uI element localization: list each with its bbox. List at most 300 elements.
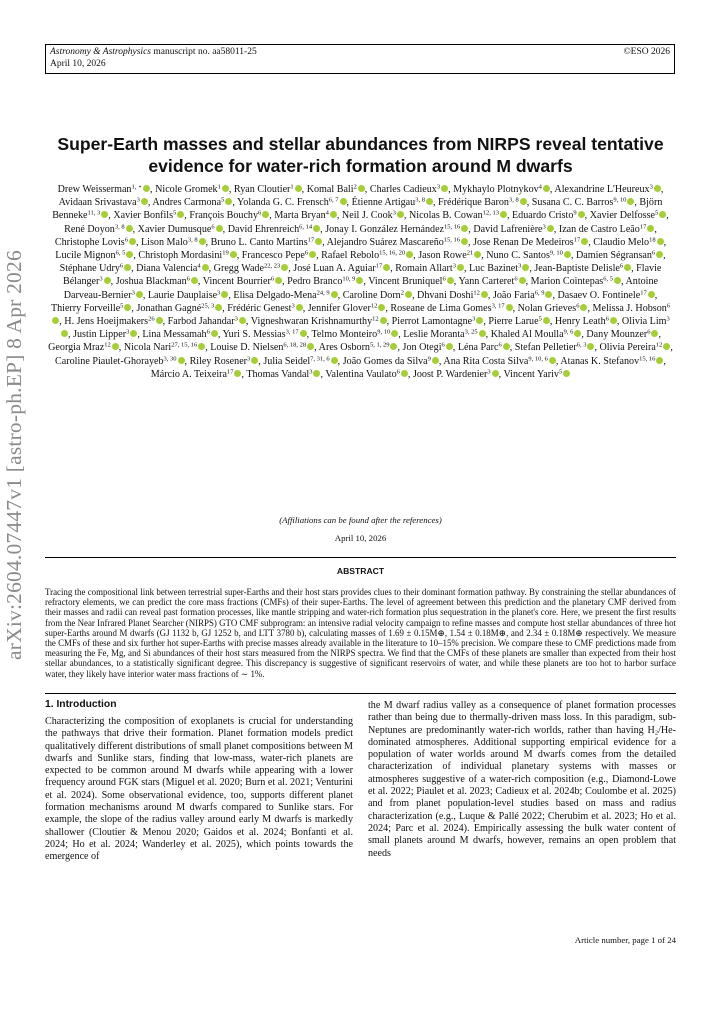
author-entry [151, 369, 242, 380]
author-name: Lison Malo [141, 236, 188, 248]
author-affiliation: 3 [487, 368, 491, 376]
author-affiliation: 6 [441, 342, 445, 350]
orcid-icon[interactable] [406, 251, 413, 258]
author-name: Björn Benneke [52, 197, 663, 222]
author-affiliation: 3 [291, 302, 295, 310]
author-affiliation: 6 [119, 262, 124, 270]
author-entry [555, 316, 617, 327]
author-name: Bruno L. Canto Martins [210, 236, 308, 248]
author-affiliation: 6 [576, 302, 580, 310]
orcid-icon[interactable] [627, 198, 634, 205]
author-entry [409, 210, 507, 221]
author-name: François Bouchy [189, 210, 259, 222]
author-affiliation: 4 [325, 210, 329, 218]
author-name: David Lafrenière [473, 223, 543, 235]
author-affiliation: 1, ⋆ [131, 183, 143, 191]
orcid-icon[interactable] [461, 238, 468, 245]
author-affiliation: 3, 8 [114, 223, 125, 231]
orcid-icon[interactable] [178, 357, 185, 364]
author-entry [352, 197, 433, 208]
orcid-icon[interactable] [481, 291, 488, 298]
author-affiliation: 3, 8 [187, 236, 198, 244]
orcid-icon[interactable] [614, 277, 621, 284]
page-footer: Article number, page 1 of 24 [574, 935, 676, 945]
orcid-icon[interactable] [647, 225, 654, 232]
orcid-icon[interactable] [281, 264, 288, 271]
author-name: Vincent Bourrier [202, 276, 271, 288]
author-name: Thomas Vandal [246, 368, 310, 380]
orcid-icon[interactable] [659, 211, 666, 218]
author-affiliation: 3, 8 [415, 196, 425, 204]
author-name: Jason Rowe [418, 250, 467, 262]
author-name: Neil J. Cook [341, 210, 393, 222]
author-name: Christoph Mordasini [138, 250, 223, 262]
author-name: Stefan Pelletier [514, 342, 577, 354]
author-affiliation: 6, 18, 28 [283, 342, 307, 350]
author-entry [311, 329, 398, 340]
orcid-icon[interactable] [156, 317, 163, 324]
author-affiliation: 4 [197, 262, 201, 270]
author-entry [142, 329, 217, 340]
author-affiliation: 18 [649, 236, 656, 244]
orcid-icon[interactable] [587, 343, 594, 350]
author-name: Vigneshwaran Krishnamurthy [250, 316, 373, 328]
abstract-bottom-rule [45, 693, 676, 694]
orcid-icon[interactable] [390, 343, 397, 350]
orcid-icon[interactable] [309, 251, 316, 258]
author-affiliation: 6 [396, 368, 400, 376]
author-entry [168, 316, 246, 327]
author-affiliation: 6 [258, 210, 262, 218]
author-affiliation: 3 [436, 183, 441, 191]
orcid-icon[interactable] [479, 330, 486, 337]
author-entry [368, 276, 454, 287]
author-entry [48, 342, 119, 353]
author-name: Dhvani Doshi [417, 289, 474, 301]
orcid-icon[interactable] [383, 264, 390, 271]
author-affiliation: 3, 30 [163, 355, 177, 363]
author-entry [586, 329, 658, 340]
orcid-icon[interactable] [141, 198, 148, 205]
author-name: Caroline Dorn [342, 289, 401, 301]
author-affiliation: 3 [452, 262, 456, 270]
author-name: Komal Bali [306, 184, 354, 195]
orcid-icon[interactable] [211, 330, 218, 337]
orcid-icon[interactable] [331, 357, 338, 364]
orcid-icon[interactable] [564, 251, 571, 258]
author-entry [532, 197, 635, 208]
author-entry [531, 276, 621, 287]
author-name: Alejandro Suárez Mascareño [326, 236, 444, 248]
orcid-icon[interactable] [126, 225, 133, 232]
author-entry [403, 329, 485, 340]
abstract-top-rule [45, 557, 676, 558]
orcid-icon[interactable] [651, 330, 658, 337]
author-affiliation: 15, 16 [639, 355, 656, 363]
author-entry [458, 276, 525, 287]
subscript-h2: 2 [654, 729, 659, 737]
author-affiliation: 6 [124, 236, 128, 244]
orcid-icon[interactable] [239, 317, 246, 324]
author-affiliation: 6 [514, 276, 518, 284]
author-affiliation: 12, 13 [482, 210, 499, 218]
orcid-icon[interactable] [340, 198, 347, 205]
author-name: David Ehrenreich [227, 223, 300, 235]
author-name: Jose Renan De Medeiros [473, 236, 574, 248]
author-affiliation: 12 [104, 342, 111, 350]
author-affiliation: 5 [120, 302, 124, 310]
author-affiliation: 5 [558, 368, 563, 376]
author-affiliation: 27, 15, 16 [171, 342, 198, 350]
orcid-icon[interactable] [503, 343, 510, 350]
author-name: Louise D. Nielsen [210, 342, 284, 354]
author-affiliation: 3 [518, 262, 522, 270]
author-affiliation: 6 [647, 328, 651, 336]
author-entry [116, 276, 198, 287]
orcid-icon[interactable] [549, 357, 556, 364]
author-affiliation: 15, 16 [444, 223, 461, 231]
author-entry [242, 250, 316, 261]
orcid-icon[interactable] [506, 304, 513, 311]
arxiv-identifier: arXiv:2604.07447v1 [astro-ph.EP] 8 Apr 2026 [2, 250, 26, 660]
orcid-icon[interactable] [648, 291, 655, 298]
author-affiliation: 6, 14 [299, 223, 313, 231]
author-name: Caroline Piaulet-Ghorayeb [55, 355, 164, 367]
author-name: Xavier Delfosse [589, 210, 656, 222]
author-entry [321, 250, 413, 261]
author-name: Marta Bryan [274, 210, 326, 222]
orcid-icon[interactable] [313, 225, 320, 232]
orcid-icon[interactable] [177, 211, 184, 218]
orcid-icon[interactable] [543, 317, 550, 324]
author-affiliation: 12 [655, 342, 663, 350]
author-affiliation: 6, 9 [534, 289, 545, 297]
orcid-icon[interactable] [126, 251, 133, 258]
orcid-icon[interactable] [262, 211, 269, 218]
author-entry [600, 342, 671, 353]
author-name: Dany Mounzer [586, 329, 648, 341]
author-affiliation: 26 [148, 315, 155, 323]
manuscript-header [45, 44, 675, 74]
author-name: Joshua Blackman [115, 276, 187, 288]
orcid-icon[interactable] [492, 370, 499, 377]
author-affiliation: 6 [211, 223, 215, 231]
author-affiliation: 10, 9 [342, 276, 356, 284]
author-name: Justin Lipper [73, 329, 127, 341]
author-name: Jean-Baptiste Delisle [534, 263, 620, 275]
author-entry [293, 263, 390, 274]
author-name: Lucile Mignon [55, 250, 116, 262]
author-affiliation: 21 [466, 249, 474, 257]
orcid-icon[interactable] [295, 185, 302, 192]
author-name: Olivia Pereira [599, 342, 656, 354]
author-name: Izan de Castro Leão [558, 223, 640, 235]
orcid-icon[interactable] [215, 304, 222, 311]
author-entry [210, 342, 314, 353]
orcid-icon[interactable] [520, 198, 527, 205]
orcid-icon[interactable] [129, 238, 136, 245]
author-entry [443, 356, 555, 367]
copyright-notice: ©ESO 2026 [623, 47, 670, 57]
author-name: Mykhaylo Plotnykov [453, 184, 539, 195]
orcid-icon[interactable] [225, 198, 232, 205]
orcid-icon[interactable] [307, 343, 314, 350]
author-entry [515, 342, 595, 353]
orcid-icon[interactable] [296, 304, 303, 311]
author-name: Christophe Lovis [54, 236, 125, 248]
author-affiliation: 7, 31, 6 [310, 355, 330, 363]
orcid-icon[interactable] [198, 343, 205, 350]
journal-line [50, 46, 670, 58]
orcid-icon[interactable] [563, 370, 570, 377]
author-affiliation: 3 [136, 196, 140, 204]
author-entry [55, 356, 184, 367]
author-affiliation: 5 [538, 315, 542, 323]
author-entry [64, 316, 162, 327]
orcid-icon[interactable] [130, 330, 137, 337]
intro-right-text-a: the M dwarf radius valley as a consequence of planet formation processes rather than being due to thermally-driven mass loss. In this paradigm, sub-Neptunes are predominantly water-rich worlds, rather than having H [368, 700, 676, 736]
author-affiliation: 6, 5 [115, 249, 126, 257]
author-entry [51, 303, 131, 314]
orcid-icon[interactable] [143, 185, 150, 192]
author-affiliation: 1 [217, 183, 221, 191]
author-entry [559, 224, 655, 235]
orcid-icon[interactable] [474, 251, 481, 258]
orcid-icon[interactable] [519, 277, 526, 284]
author-affiliation: 6 [206, 328, 210, 336]
author-entry [233, 290, 337, 301]
orcid-icon[interactable] [547, 225, 554, 232]
author-affiliation: 12 [370, 302, 378, 310]
author-affiliation: 5 [221, 196, 225, 204]
orcid-icon[interactable] [251, 357, 258, 364]
author-affiliation: 19 [222, 249, 229, 257]
author-affiliation: 11, 3 [87, 210, 101, 218]
author-name: Laurie Dauplaise [147, 289, 218, 301]
orcid-icon[interactable] [446, 343, 453, 350]
author-entry [418, 250, 481, 261]
author-name: Eduardo Cristo [512, 210, 574, 222]
author-affiliation: 3 [217, 289, 221, 297]
orcid-icon[interactable] [104, 277, 111, 284]
author-name: Diana Valencia [136, 263, 198, 275]
orcid-icon[interactable] [221, 291, 228, 298]
author-name: Frédérique Baron [438, 197, 509, 209]
author-entry [319, 342, 398, 353]
author-name: João Gomes da Silva [342, 355, 428, 367]
author-affiliation: 6 [186, 276, 190, 284]
author-entry [327, 237, 468, 248]
manuscript-number: manuscript no. aa58011-25 [150, 47, 257, 57]
orcid-icon[interactable] [663, 343, 670, 350]
orcid-icon[interactable] [202, 264, 209, 271]
orcid-icon[interactable] [581, 238, 588, 245]
orcid-icon[interactable] [426, 198, 433, 205]
author-entry [136, 303, 222, 314]
author-entry [392, 316, 484, 327]
orcid-icon[interactable] [356, 277, 363, 284]
orcid-icon[interactable] [124, 304, 131, 311]
orcid-icon[interactable] [476, 317, 483, 324]
author-name: Valentina Vaulato [325, 368, 397, 380]
orcid-icon[interactable] [230, 251, 237, 258]
author-entry [473, 237, 588, 248]
author-entry [486, 250, 571, 261]
orcid-icon[interactable] [610, 317, 617, 324]
orcid-icon[interactable] [52, 317, 59, 324]
author-name: Yuri S. Messias [222, 329, 286, 341]
journal-name: Astronomy & Astrophysics [50, 47, 151, 57]
orcid-icon[interactable] [234, 370, 241, 377]
author-entry [58, 184, 150, 195]
author-entry [307, 184, 365, 195]
author-entry [138, 250, 236, 261]
author-name: Julia Seidel [263, 355, 311, 367]
orcid-icon[interactable] [191, 277, 198, 284]
orcid-icon[interactable] [391, 330, 398, 337]
orcid-icon[interactable] [313, 370, 320, 377]
author-affiliation: 3 [666, 315, 670, 323]
author-entry [488, 316, 549, 327]
orcid-icon[interactable] [315, 238, 322, 245]
orcid-icon[interactable] [654, 185, 661, 192]
orcid-icon[interactable] [101, 211, 108, 218]
orcid-icon[interactable] [124, 264, 131, 271]
author-affiliation: 12 [372, 315, 379, 323]
orcid-icon[interactable] [656, 251, 663, 258]
author-affiliation: 6 [304, 249, 309, 257]
orcid-icon[interactable] [457, 264, 464, 271]
author-name: Lina Messamah [142, 329, 207, 341]
author-name: Atanas K. Stefanov [560, 355, 640, 367]
author-name: Xavier Bonfils [113, 210, 174, 222]
orcid-icon[interactable] [578, 211, 585, 218]
orcid-icon[interactable] [61, 330, 68, 337]
orcid-icon[interactable] [441, 185, 448, 192]
author-name: Vincent Bruniquel [368, 276, 443, 288]
author-name: Ryan Cloutier [233, 184, 291, 195]
author-name: Stéphane Udry [59, 263, 120, 275]
author-affiliation: 3 [247, 355, 251, 363]
author-affiliation: 3 [309, 368, 313, 376]
author-affiliation: 3 [234, 315, 238, 323]
orcid-icon[interactable] [500, 211, 507, 218]
author-entry [237, 197, 347, 208]
author-name: Alexandrine L'Heureux [554, 184, 650, 195]
orcid-icon[interactable] [378, 304, 385, 311]
orcid-icon[interactable] [657, 238, 664, 245]
orcid-icon[interactable] [331, 291, 338, 298]
author-list: Drew Weisserman$^{1, ⋆}$ , Nicole Gromek$^1$ , Ryan Cloutier$^1$ , Komal Bali$^2$ , Charles Cadieux$^3$ , Mykhaylo Plotnykov$^4$ , Alexandrine L'Heureux$^3$ , Avidaan Srivastava$^3$ , Andres Carmona$^5$ , Yolanda G. C. Frensch$^{6, 7}$ , Étienne Artigau$^{3, 8}$ , Frédérique Baron$^{3, 8}$ , Susana C. C. Barros$^{9, 10}$ , Björn Benneke$^{11, 3}$ , Xavier Bonfils$^5$ , François Bouchy$^6$ , Marta Bryan$^4$ , Neil J. Cook$^3$ , Nicolas B. Cowan$^{12, 13}$ , Eduardo Cristo$^9$ , Xavier Delfosse$^5$ , René Doyon$^{3, 8}$ , Xavier Dumusque$^6$ , David Ehrenreich$^{6, 14}$ , Jonay I. González Hernández$^{15, 16}$ , David Lafrenière$^3$ , Izan de Castro Leão$^{17}$ , Christophe Lovis$^6$ , Lison Malo$^{3, 8}$ , Bruno L. Canto Martins$^{17}$ , Alejandro Suárez Mascareño$^{15, 16}$ , Jose Renan De Medeiros$^{17}$ , Claudio Melo$^{18}$ , Lucile Mignon$^{6, 5}$ , Christoph Mordasini$^{19}$ , Francesco Pepe$^6$ , Rafael Rebolo$^{15, 16, 20}$ , Jason Rowe$^{21}$ , Nuno C. Santos$^{9, 10}$ , Damien Ségransan$^6$ , Stéphane Udry$^6$ , Diana Valencia$^4$ , Gregg Wade$^{22, 23}$ , José Luan A. Aguiar$^{17}$ , Romain Allart$^3$ , Luc Bazinet$^3$ , Jean-Baptiste Delisle$^6$ , Flavie Bélanger$^3$ , Joshua Blackman$^6$ , Vincent Bourrier$^6$ , Pedro Branco$^{10, 9}$ , Vincent Bruniquel$^6$ , Yann Carteret$^6$ , Marion Cointepas$^{6, 5}$ , Antoine Darveau-Bernier$^3$ , Laurie Dauplaise$^3$ , Elisa Delgado-Mena$^{24, 9}$ , Caroline Dorn$^2$ , Dhvani Doshi$^{12}$ , João Faria$^{6, 9}$ , Dasaev O. Fontinele$^{17}$ , Thierry Forveille$^5$ , Jonathan Gagné$^{25, 3}$ , Frédéric Genest$^3$ , Jennifer Glover$^{12}$ , Roseane de Lima Gomes$^{3, 17}$ , Nolan Grieves$^6$ , Melissa J. Hobson$^6$, H. Jens Hoeijmakers$^{26}$ , Farbod Jahandar$^3$ , Vigneshwaran Krishnamurthy$^{12}$ , Pierrot Lamontagne$^3$ , Pierre Larue$^5$ , Henry Leath$^6$ , Olivia Lim$^3$, Justin Lipper$^3$ , Lina Messamah$^6$ , Yuri S. Messias$^{3, 17}$ , Telmo Monteiro$^{9, 10}$ , Leslie Moranta$^{3, 25}$ , Khaled Al Moulla$^{9, 6}$ , Dany Mounzer$^6$ , Georgia Mraz$^{12}$ , Nicola Nari$^{27, 15, 16}$ , Louise D. Nielsen$^{6, 18, 28}$ , Ares Osborn$^{5, 1, 29}$ , Jon Otegi$^6$ , Léna Parc$^6$ , Stefan Pelletier$^{6, 3}$ , Olivia Pereira$^{12}$ , Caroline Piaulet-Ghorayeb$^{3, 30}$ , Riley Rosener$^3$ , Julia Seidel$^{7, 31, 6}$ , João Gomes da Silva$^9$ , Ana Rita Costa Silva$^{9, 10, 6}$ , Atanas K. Stefanov$^{15, 16}$ , Márcio A. Teixeira$^{17}$ , Thomas Vandal$^3$ , Valentina Vaulato$^6$ , Joost P. Wardenier$^3$ , Vincent Yariv$^5$ [48, 183, 673, 380]
author-name: Rafael Rebolo [321, 250, 380, 262]
author-entry [576, 250, 663, 261]
author-name: Roseane de Lima Gomes [390, 302, 492, 314]
author-affiliation: 9, 6 [563, 328, 574, 336]
intro-column-left: Characterizing the composition of exoplanets is crucial for understanding the pathways that drive their formation. Planet formation models predict qualitatively different distributions of small planet compositions between M dwarfs and Sunlike stars, finding that low-mass, water-rich planets are expected to be common around M dwarfs while appearing with a lower frequency around FGK stars (Miguel et al. 2020; Burn et al. 2021; Venturini et al. 2024). Some observational evidence, too, supports different planet formation mechanisms around M dwarfs compared to Sunlike stars. For example, the slope of the radius valley around early M dwarfs is markedly shallower (Cloutier & Menou 2020; Gaidos et al. 2024; Bonfanti et al. 2024; Ho et al. 2024; Wanderley et al. 2025), which points towards the emergence of [45, 716, 353, 863]
author-affiliation: 3, 8 [508, 196, 519, 204]
orcid-icon[interactable] [447, 277, 454, 284]
author-entry [136, 263, 208, 274]
orcid-icon[interactable] [380, 317, 387, 324]
orcid-icon[interactable] [275, 277, 282, 284]
author-entry [152, 197, 232, 208]
orcid-icon[interactable] [397, 211, 404, 218]
author-affiliation: 3, 17 [491, 302, 505, 310]
abstract-heading: ABSTRACT [336, 566, 385, 576]
author-affiliation: 6 [442, 276, 446, 284]
orcid-icon[interactable] [112, 343, 119, 350]
author-name: Joost P. Wardenier [412, 368, 488, 380]
author-entry [554, 184, 660, 195]
orcid-icon[interactable] [401, 370, 408, 377]
author-affiliation: 3 [126, 328, 130, 336]
author-name: Ana Rita Costa Silva [443, 355, 529, 367]
author-name: H. Jens Hoeijmakers [64, 316, 149, 328]
author-entry [534, 263, 631, 274]
orcid-icon[interactable] [543, 185, 550, 192]
orcid-icon[interactable] [358, 185, 365, 192]
orcid-icon[interactable] [405, 291, 412, 298]
author-name: Xavier Dumusque [137, 223, 212, 235]
orcid-icon[interactable] [300, 330, 307, 337]
orcid-icon[interactable] [432, 357, 439, 364]
author-affiliation: 3 [99, 276, 103, 284]
author-affiliation: 9, 10 [549, 249, 563, 257]
author-affiliation: 17 [307, 236, 315, 244]
orcid-icon[interactable] [461, 225, 468, 232]
author-entry [59, 197, 148, 208]
orcid-icon[interactable] [199, 238, 206, 245]
author-entry [395, 263, 464, 274]
author-name: José Luan A. Aguiar [293, 263, 376, 275]
publication-date: April 10, 2026 [334, 533, 387, 543]
author-entry [55, 237, 136, 248]
orcid-icon[interactable] [580, 304, 587, 311]
orcid-icon[interactable] [656, 357, 663, 364]
orcid-icon[interactable] [222, 185, 229, 192]
orcid-icon[interactable] [216, 225, 223, 232]
author-entry [593, 237, 663, 248]
author-affiliation: 25, 3 [201, 302, 215, 310]
orcid-icon[interactable] [522, 264, 529, 271]
author-affiliation: 6, 5 [603, 276, 613, 284]
orcid-icon[interactable] [330, 211, 337, 218]
author-name: Étienne Artigau [351, 197, 416, 209]
author-affiliation: 6, 7 [328, 196, 339, 204]
author-name: Vincent Yariv [503, 368, 559, 380]
author-entry [234, 184, 302, 195]
orcid-icon[interactable] [574, 330, 581, 337]
orcid-icon[interactable] [136, 291, 143, 298]
orcid-icon[interactable] [545, 291, 552, 298]
author-entry [227, 303, 302, 314]
author-entry [113, 210, 184, 221]
intro-column-right [368, 700, 676, 860]
author-affiliation: 3, 17 [285, 328, 299, 336]
author-name: Charles Cadieux [369, 184, 437, 195]
orcid-icon[interactable] [624, 264, 631, 271]
author-entry [473, 224, 553, 235]
author-name: Leslie Moranta [403, 329, 465, 341]
author-entry [155, 184, 229, 195]
author-name: Jonay I. González Hernández [325, 223, 445, 235]
author-affiliation: 9, 10, 6 [528, 355, 548, 363]
author-affiliation: 6 [651, 249, 656, 257]
intro-right-text-b: /He-dominated atmospheres. Additional supporting empirical evidence for a population of water worlds around M dwarfs comes from the detailed characterization of individual planetary systems with masses or atmospheres suggestive of a water-rich composition (e.g., Diamond-Lowe et al. 2022; Piaulet et al. 2023; Cadieux et al. 2024b; Coulombe et al. 2025) and from planet population-level studies based on mass and radius characterization (e.g., Luque & Pallé 2022; Cherubim et al. 2023; Ho et al. 2024; Parc et al. 2024). Empirically assessing the bulk water content of small planets around M dwarfs, however, remains an open problem that needs [368, 724, 676, 859]
author-name: Ares Osborn [318, 342, 370, 354]
author-affiliation: 6 [666, 302, 671, 310]
author-entry [493, 290, 553, 301]
